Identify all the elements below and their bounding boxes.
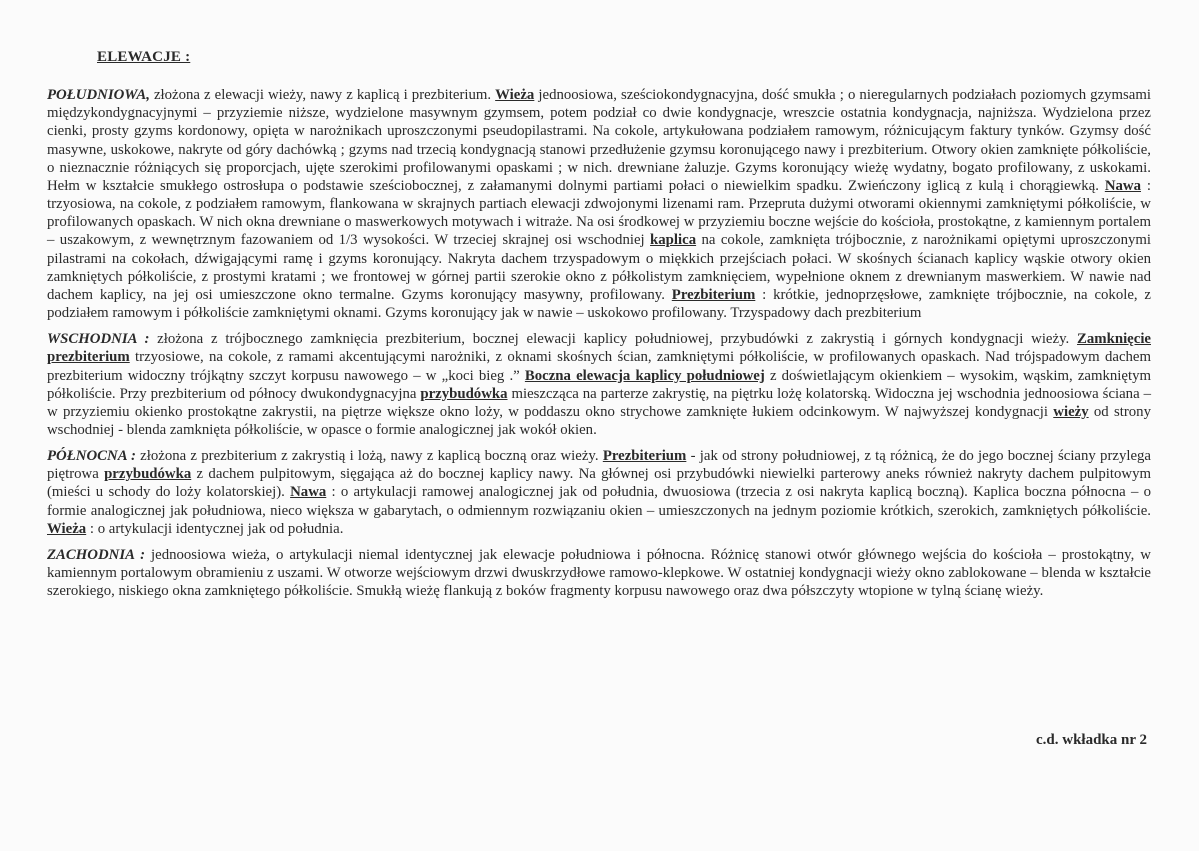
section-heading: WSCHODNIA : bbox=[47, 331, 150, 348]
keyword-term: Zamknięcie prezbiterium bbox=[47, 331, 1151, 366]
section-paragraph bbox=[47, 447, 1151, 538]
section-heading: PÓŁNOCNA : bbox=[47, 448, 136, 465]
keyword-term: Nawa bbox=[290, 484, 327, 501]
section-heading: ZACHODNIA : bbox=[47, 546, 146, 563]
document-body bbox=[47, 48, 1151, 608]
body-text: złożona z elewacji wieży, nawy z kaplicą i prezbiterium. bbox=[149, 87, 496, 104]
keyword-term: przybudówka bbox=[420, 385, 508, 402]
body-text: z dachem pulpitowym, sięgająca aż do bocznej kaplicy nawy. Na głównej osi przybudówki niewielki parterowy aneks również nakryty dachem pulpitowym (mieści u schody do loży kolatorskiej). bbox=[47, 466, 1151, 501]
keyword-term: kaplica bbox=[650, 232, 697, 249]
body-text: jednoosiowa, sześciokondygnacyjna, dość smukła ; o nieregularnych podziałach poziomych gzymsami międzykondygnacyjnymi – przyziemie niższe, wydzielone masywnym gzymsem, potem podział co dwie kondygnacje, wreszcie ostatnia kondygnacja, najniższa. Wydzielona przez cienki, prosty gzyms kordonowy, opięta w narożnikach uproszczonymi pseudopilastrami. Na cokole, artykułowana podziałem ramowym, różnicującym faktury tynków. Gzymsy dość masywne, uskokowe, nakryte od góry dachówką ; gzyms nad trzecią kondygnacją stanowi przedłużenie gzymsu koronującego nawy i prezbiterium. Otwory okien zamknięte półkoliście, o nieznacznie różniących się proporcjach, ujęte szerokimi profilowanymi opaskami ; w nich. drewniane żaluzje. Gzyms koronujący wieżę wydatny, bogato profilowany, z uskokami. Hełm w kształcie smukłego ostrosłupa o podstawie sześciobocznej, z załamanymi dolnymi partiami połaci o niewielkim spadku. Zwieńczony iglicą z kulą i chorągiewką. bbox=[47, 87, 1151, 194]
keyword-term: Nawa bbox=[1104, 177, 1141, 194]
body-text: : trzyosiowa, na cokole, z podziałem ramowym, flankowana w skrajnych partiach elewacji zdwojonymi lizenami ram. Przepruta dużymi otworami okiennymi zamkniętymi półkoliście, w profilowanych opaskach. W nich okna drewniane o maswerkowych motywach i witraże. Na osi środkowej w przyziemiu boczne wejście do kościoła, prostokątne, z kamiennym portalem – uszakowym, z wewnętrznym fazowaniem od 1/3 wysokości. W trzeciej skrajnej osi wschodniej bbox=[47, 177, 1152, 249]
body-text: złożona z prezbiterium z zakrystią i lożą, nawy z kaplicą boczną oraz wieży. bbox=[135, 448, 603, 465]
section-paragraph bbox=[47, 330, 1151, 439]
body-text: : o artykulacji identycznej jak od południa. bbox=[86, 520, 344, 537]
body-text: - jak od strony południowej, z tą różnicą, że do jego bocznej ściany przylega piętrowa bbox=[47, 448, 1151, 483]
body-text: na cokole, zamknięta trójbocznie, z narożnikami opiętymi uproszczonymi pilastrami na cokołach, dźwigającymi ramę i gzyms koronujący. Nakryta dachem trzyspadowym o miękkich przejściach połaci. W skośnych ścianach kaplicy wąskie otwory okien zamkniętych półkoliście, z prostymi kratami ; we frontowej w górnej partii szerokie okno z półkolistym zamknięciem, wypełnione oknem z drewnianym maswerkiem. W nawie nad dachem kaplicy, na jej osi umieszczone okno termalne. Gzyms koronujący masywny, profilowany. bbox=[47, 232, 1151, 303]
body-text: z doświetlającym okienkiem – wysokim, wąskim, zamkniętym półkoliście. Przy prezbiterium od północy dwukondygnacyjna bbox=[47, 367, 1151, 402]
body-text: : krótkie, jednoprzęsłowe, zamknięte trójbocznie, na cokole, z podziałem ramowym i półkoliście zamkniętymi oknami. Gzyms koronujący jak w nawie – uskokowo profilowany. Trzyspadowy dach prezbiterium bbox=[47, 286, 1151, 322]
section-paragraph bbox=[47, 546, 1151, 600]
document-title: ELEWACJE : bbox=[97, 49, 191, 65]
keyword-term: Wieża bbox=[495, 87, 535, 104]
continuation-note: c.d. wkładka nr 2 bbox=[1035, 732, 1147, 748]
keyword-term: Boczna elewacja kaplicy południowej bbox=[524, 367, 765, 384]
body-text: mieszcząca na parterze zakrystię, na piętrku lożę kolatorską. Widoczna jej wschodnia jednoosiowa ściana – w przyziemiu okienko prostokątne zakrystii, na piętrze większe okno loży, w poddaszu okno strychowe zamknięte łukiem odcinkowym. W najwyższej kondygnacji bbox=[47, 385, 1151, 420]
sections-container bbox=[47, 86, 1151, 600]
body-text: trzyosiowe, na cokole, z ramami akcentującymi narożniki, z oknami skośnych ścian, zamkniętymi półkoliście, w profilowanych opaskach. Nad trójspadowym dachem prezbiterium widoczny trójkątny szczyt korpusu nawowego – w „koci bieg .” bbox=[47, 349, 1151, 384]
body-text: jednoosiowa wieża, o artykulacji niemal identycznej jak elewacje południowa i północna. Różnicę stanowi otwór głównego wejścia do kościoła – prostokątny, w kamiennym portalowym obramieniu z uszami. W otworze wejściowym drzwi dwuskrzydłowe ramowo-klepkowe. W ostatniej kondygnacji wieży okno zablokowane – blenda w kształcie szerokiego, niskiego okna zamkniętego półkoliście. Smukłą wieżę flankują z boków fragmenty korpusu nawowego oraz dwa półszczyty wtopione w tylną ścianę wieży. bbox=[47, 546, 1151, 600]
keyword-term: przybudówka bbox=[104, 466, 192, 483]
keyword-term: Prezbiterium bbox=[602, 448, 687, 465]
body-text: od strony wschodniej - blenda zamknięta półkoliście, w opasce o formie analogicznej jak wokół okien. bbox=[47, 403, 1151, 438]
keyword-term: Wieża bbox=[47, 520, 87, 537]
body-text: : o artykulacji ramowej analogicznej jak od południa, dwuosiowa (trzecia z osi nakryta kaplicą boczną). Kaplica boczna północna – o formie analogicznej jak południowa, nieco większa w gabarytach, o odmiennym rozwiązaniu okien – umieszczonych na jednym poziomie krótkich, szerokich, zamkniętych półkoliście. bbox=[47, 484, 1152, 519]
keyword-term: Prezbiterium bbox=[671, 286, 756, 303]
section-paragraph bbox=[47, 86, 1151, 322]
section-heading: POŁUDNIOWA, bbox=[47, 87, 150, 104]
body-text: złożona z trójbocznego zamknięcia prezbiterium, bocznej elewacji kaplicy południowej, przybudówki z zakrystią i górnych kondygnacji wieży. bbox=[149, 331, 1078, 348]
keyword-term: wieży bbox=[1053, 403, 1089, 420]
